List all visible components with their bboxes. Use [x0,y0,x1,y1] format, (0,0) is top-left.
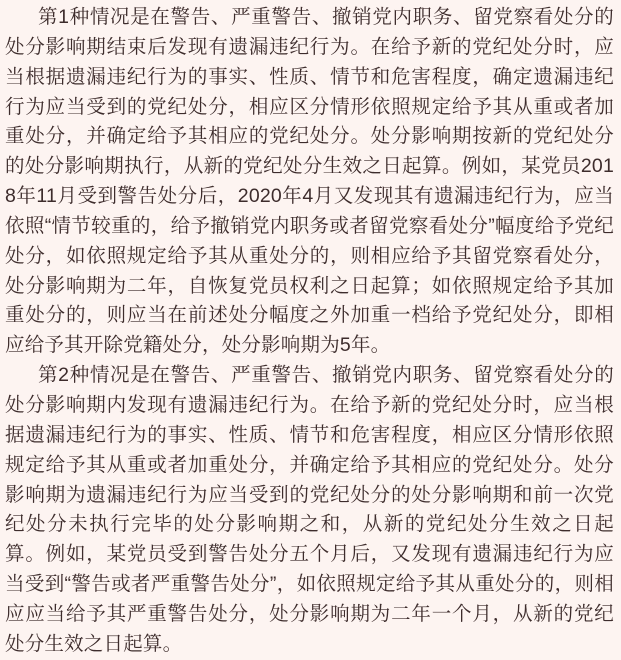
paragraph-case-1: 第1种情况是在警告、严重警告、撤销党内职务、留党察看处分的处分影响期结束后发现有遗漏违纪行为。在给予新的党纪处分时，应当根据遗漏违纪行为的事实、性质、情节和危害程度，确定遗漏违纪行为应当受到的党纪处分，相应区分情形依照规定给予其从重或者加重处分，并确定给予其相应的党纪处分。处分影响期按新的党纪处分的处分影响期执行，从新的党纪处分生效之日起算。例如，某党员2018年11月受到警告处分后，2020年4月又发现其有遗漏违纪行为，应当依照“情节较重的，给予撤销党内职务或者留党察看处分”幅度给予党纪处分，如依照规定给予其从重处分的，则相应给予其留党察看处分，处分影响期为二年，自恢复党员权利之日起算；如依照规定给予其加重处分的，则应当在前述处分幅度之外加重一档给予党纪处分，即相应给予其开除党籍处分，处分影响期为5年。 [5,6,614,357]
paragraph-case-2: 第2种情况是在警告、严重警告、撤销党内职务、留党察看处分的处分影响期内发现有遗漏违纪行为。在给予新的党纪处分时，应当根据遗漏违纪行为的事实、性质、情节和危害程度，相应区分情形依照规定给予其从重或者加重处分，并确定给予其相应的党纪处分。处分影响期为遗漏违纪行为应当受到的党纪处分的处分影响期和前一次党纪处分未执行完毕的处分影响期之和，从新的党纪处分生效之日起算。例如，某党员受到警告处分五个月后，又发现有遗漏违纪行为应当受到“警告或者严重警告处分”，如依照规定给予其从重处分的，则相应应当给予其严重警告处分，处分影响期为二年一个月，从新的党纪处分生效之日起算。 [5,364,614,655]
